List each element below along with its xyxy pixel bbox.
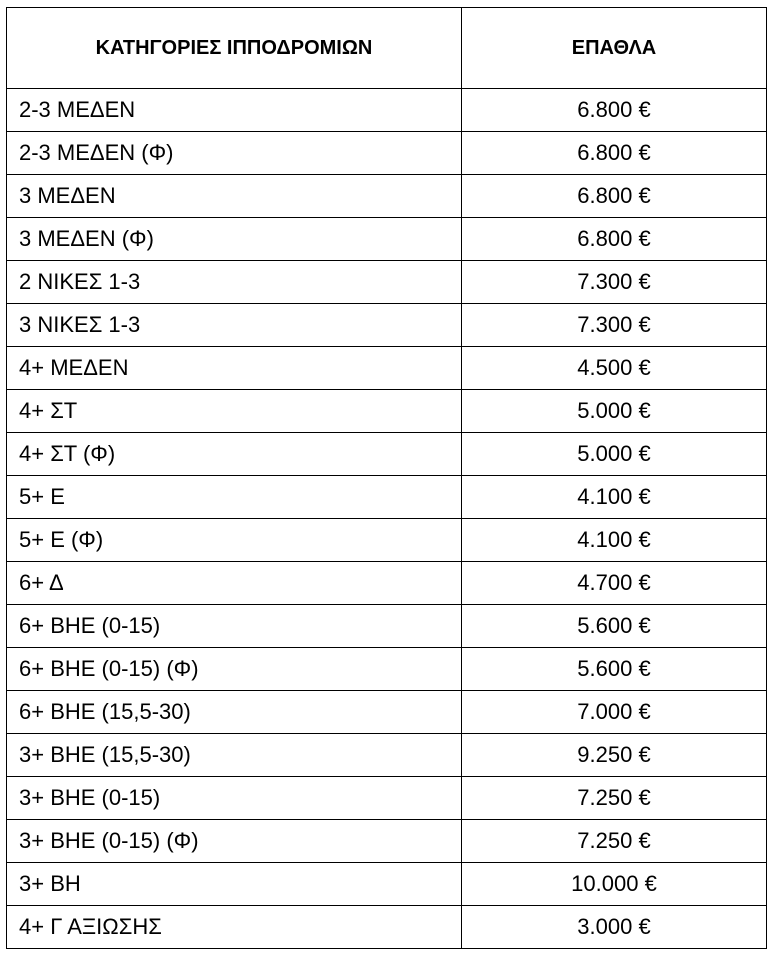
prize-amount-cell: 4.100 € bbox=[462, 476, 767, 519]
table-row bbox=[7, 476, 767, 519]
prize-amount-cell: 7.250 € bbox=[462, 820, 767, 863]
table-row bbox=[7, 648, 767, 691]
table-row bbox=[7, 304, 767, 347]
table-row bbox=[7, 605, 767, 648]
race-category-cell: 5+ Ε bbox=[7, 476, 462, 519]
race-category-cell: 3+ ΒΗ bbox=[7, 863, 462, 906]
table-row bbox=[7, 132, 767, 175]
race-category-cell: 2-3 ΜΕΔΕΝ bbox=[7, 89, 462, 132]
table-row bbox=[7, 347, 767, 390]
table-row bbox=[7, 261, 767, 304]
prize-amount-cell: 5.600 € bbox=[462, 605, 767, 648]
header-prize: ΕΠΑΘΛΑ bbox=[462, 8, 767, 89]
table-row bbox=[7, 390, 767, 433]
prize-amount-cell: 5.000 € bbox=[462, 390, 767, 433]
prize-amount-cell: 9.250 € bbox=[462, 734, 767, 777]
prize-amount-cell: 6.800 € bbox=[462, 218, 767, 261]
prize-amount-cell: 7.250 € bbox=[462, 777, 767, 820]
prize-amount-cell: 7.300 € bbox=[462, 304, 767, 347]
header-row bbox=[7, 8, 767, 89]
prize-amount-cell: 3.000 € bbox=[462, 906, 767, 949]
prize-amount-cell: 5.600 € bbox=[462, 648, 767, 691]
table-row bbox=[7, 734, 767, 777]
table-row bbox=[7, 519, 767, 562]
prize-amount-cell: 5.000 € bbox=[462, 433, 767, 476]
table-row bbox=[7, 175, 767, 218]
race-category-cell: 3 ΝΙΚΕΣ 1-3 bbox=[7, 304, 462, 347]
prize-amount-cell: 7.000 € bbox=[462, 691, 767, 734]
race-category-cell: 3+ ΒΗΕ (0-15) bbox=[7, 777, 462, 820]
prize-amount-cell: 4.700 € bbox=[462, 562, 767, 605]
race-category-cell: 6+ ΒΗΕ (0-15) (Φ) bbox=[7, 648, 462, 691]
prize-amount-cell: 6.800 € bbox=[462, 89, 767, 132]
race-category-cell: 3+ ΒΗΕ (15,5-30) bbox=[7, 734, 462, 777]
table-row bbox=[7, 691, 767, 734]
race-category-cell: 3+ ΒΗΕ (0-15) (Φ) bbox=[7, 820, 462, 863]
prize-amount-cell: 7.300 € bbox=[462, 261, 767, 304]
table-row bbox=[7, 863, 767, 906]
table-row bbox=[7, 906, 767, 949]
prize-amount-cell: 6.800 € bbox=[462, 132, 767, 175]
race-category-cell: 5+ Ε (Φ) bbox=[7, 519, 462, 562]
race-category-cell: 2 ΝΙΚΕΣ 1-3 bbox=[7, 261, 462, 304]
race-category-cell: 6+ ΒΗΕ (15,5-30) bbox=[7, 691, 462, 734]
header-category: ΚΑΤΗΓΟΡΙΕΣ ΙΠΠΟΔΡΟΜΙΩΝ bbox=[7, 8, 462, 89]
race-category-cell: 6+ ΒΗΕ (0-15) bbox=[7, 605, 462, 648]
table-row bbox=[7, 218, 767, 261]
table-row bbox=[7, 820, 767, 863]
race-category-cell: 6+ Δ bbox=[7, 562, 462, 605]
race-category-cell: 3 ΜΕΔΕΝ (Φ) bbox=[7, 218, 462, 261]
prize-amount-cell: 4.500 € bbox=[462, 347, 767, 390]
table-row bbox=[7, 433, 767, 476]
table-body bbox=[7, 89, 767, 949]
race-category-cell: 3 ΜΕΔΕΝ bbox=[7, 175, 462, 218]
race-prizes-table bbox=[6, 7, 767, 949]
table-row bbox=[7, 562, 767, 605]
table-header bbox=[7, 8, 767, 89]
race-category-cell: 2-3 ΜΕΔΕΝ (Φ) bbox=[7, 132, 462, 175]
race-category-cell: 4+ Γ ΑΞΙΩΣΗΣ bbox=[7, 906, 462, 949]
table-row bbox=[7, 777, 767, 820]
prize-amount-cell: 6.800 € bbox=[462, 175, 767, 218]
race-category-cell: 4+ ΣΤ (Φ) bbox=[7, 433, 462, 476]
prize-amount-cell: 10.000 € bbox=[462, 863, 767, 906]
table-row bbox=[7, 89, 767, 132]
prize-amount-cell: 4.100 € bbox=[462, 519, 767, 562]
race-category-cell: 4+ ΜΕΔΕΝ bbox=[7, 347, 462, 390]
race-category-cell: 4+ ΣΤ bbox=[7, 390, 462, 433]
